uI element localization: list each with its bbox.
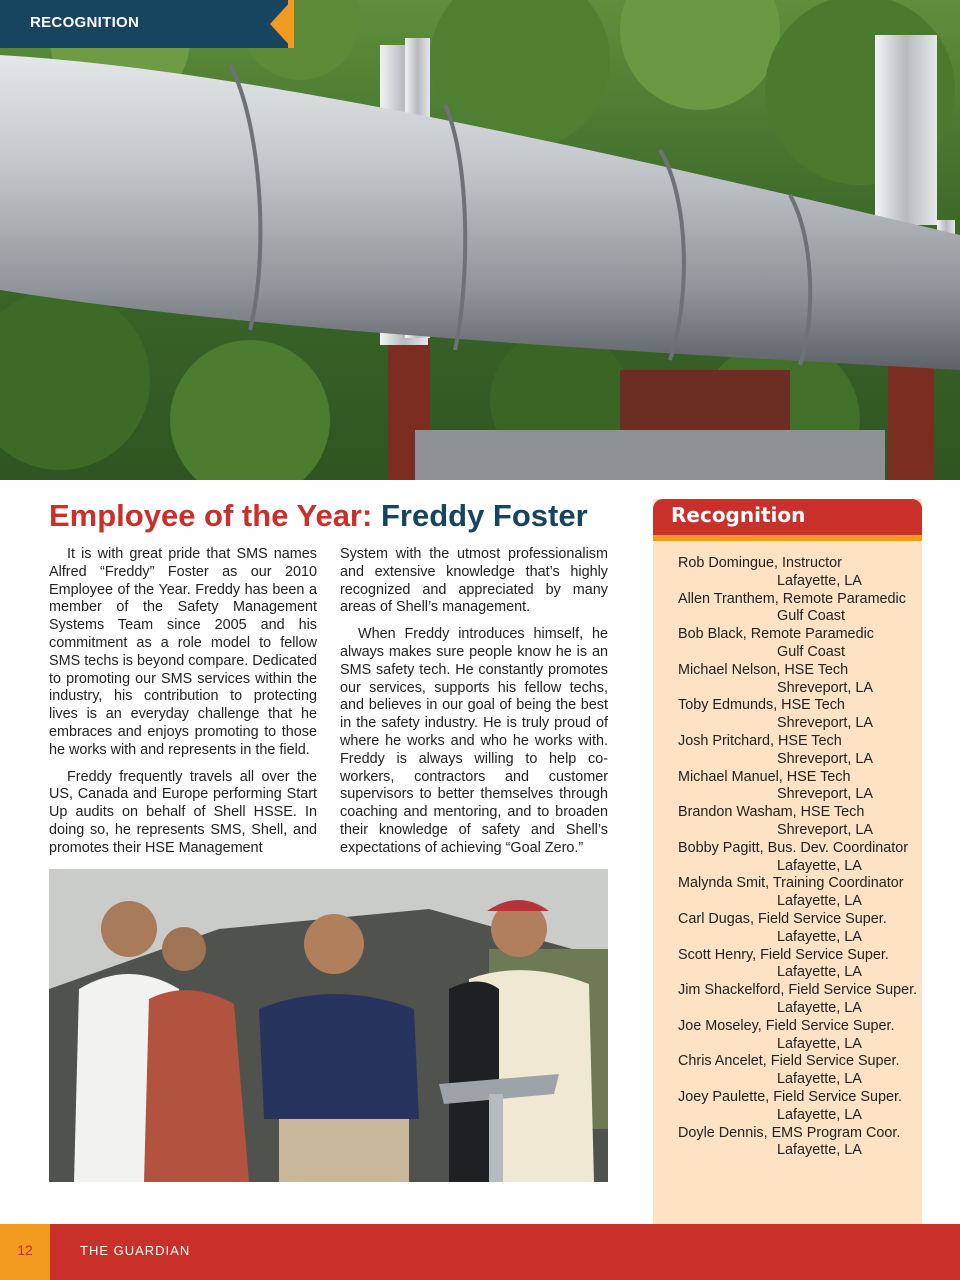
recognition-location: Shreveport, LA — [777, 786, 873, 803]
article-headline — [49, 497, 619, 535]
recognition-item — [678, 1018, 918, 1054]
sidebar-divider — [653, 535, 922, 541]
recognition-name: Rob Domingue, Instructor — [678, 555, 842, 571]
recognition-item — [678, 555, 918, 591]
recognition-item — [678, 804, 918, 840]
recognition-name: Doyle Dennis, EMS Program Coor. — [678, 1124, 901, 1141]
recognition-name: Michael Manuel, HSE Tech — [678, 768, 851, 785]
recognition-name: Chris Ancelet, Field Service Super. — [678, 1053, 900, 1070]
recognition-item — [678, 591, 918, 627]
recognition-name: Josh Pritchard, HSE Tech — [678, 732, 842, 749]
recognition-location: Shreveport, LA — [777, 715, 873, 732]
article-paragraph: System with the utmost professionalism and extensive knowledge that’s highly recognized and appreciated by many areas of Shell’s management. — [340, 546, 608, 616]
recognition-location: Lafayette, LA — [777, 572, 862, 589]
recognition-name: Toby Edmunds, HSE Tech — [678, 697, 845, 714]
recognition-item — [678, 982, 918, 1018]
recognition-name: Allen Tranthem, Remote Paramedic — [678, 590, 906, 607]
pipeline-illustration — [0, 0, 960, 480]
recognition-item — [678, 769, 918, 805]
recognition-location: Gulf Coast — [777, 608, 845, 625]
recognition-item — [678, 875, 918, 911]
article-paragraph: Freddy frequently travels all over the US, Canada and Europe performing Start Up audits on behalf of Shell HSSE. In doing so, he represents SMS, Shell, and promotes their HSE Management — [49, 768, 317, 856]
recognition-item — [678, 840, 918, 876]
recognition-name: Bobby Pagitt, Bus. Dev. Coordinator — [678, 839, 909, 856]
recognition-name: Carl Dugas, Field Service Super. — [678, 910, 887, 927]
recognition-name: Brandon Washam, HSE Tech — [678, 804, 865, 821]
headline-lead: Employee of the Year: — [49, 498, 373, 533]
recognition-item — [678, 911, 918, 947]
recognition-location: Shreveport, LA — [777, 821, 873, 838]
award-ceremony-photo — [49, 869, 608, 1182]
recognition-location: Lafayette, LA — [777, 1035, 862, 1052]
recognition-name: Malynda Smit, Training Coordinator — [678, 875, 904, 892]
recognition-location: Shreveport, LA — [777, 679, 873, 696]
recognition-name: Michael Nelson, HSE Tech — [678, 661, 849, 678]
section-label: RECOGNITION — [30, 14, 140, 31]
recognition-name: Scott Henry, Field Service Super. — [678, 946, 889, 963]
pipeline-photo — [0, 0, 960, 480]
section-tab — [0, 0, 290, 48]
recognition-list — [678, 555, 918, 1160]
recognition-item — [678, 626, 918, 662]
section-tab-stripe — [288, 0, 294, 48]
recognition-location: Lafayette, LA — [777, 1071, 862, 1088]
recognition-name: Jim Shackelford, Field Service Super. — [678, 982, 918, 999]
article-paragraph: When Freddy introduces himself, he always makes sure people know he is an SMS safety tech. He constantly promotes our services, supports his fellow techs, and believes in our goal of being the best in the safety industry. He is truly proud of where he works and who he works with. Freddy is always willing to help co-workers, contractors and customer supervisors to better themselves through coaching and mentoring, and to broaden their knowledge of safety and Shell’s expectations of achieving “Goal Zero.” — [340, 626, 608, 856]
recognition-item — [678, 1089, 918, 1125]
publication-name: THE GUARDIAN — [80, 1243, 191, 1258]
recognition-location: Lafayette, LA — [777, 1106, 862, 1123]
recognition-location: Lafayette, LA — [777, 928, 862, 945]
recognition-location: Lafayette, LA — [777, 857, 862, 874]
recognition-location: Lafayette, LA — [777, 964, 862, 981]
sidebar-header — [653, 499, 922, 535]
recognition-location: Lafayette, LA — [777, 1142, 862, 1159]
sidebar-title: Recognition — [671, 503, 806, 527]
recognition-name: Joe Moseley, Field Service Super. — [678, 1017, 895, 1034]
recognition-name: Bob Black, Remote Paramedic — [678, 626, 874, 643]
recognition-item — [678, 697, 918, 733]
recognition-item — [678, 947, 918, 983]
recognition-item — [678, 1125, 918, 1161]
page-number: 12 — [17, 1242, 33, 1258]
recognition-location: Shreveport, LA — [777, 750, 873, 767]
page-number-box — [0, 1224, 50, 1280]
recognition-name: Joey Paulette, Field Service Super. — [678, 1088, 902, 1105]
recognition-sidebar — [653, 499, 922, 1226]
recognition-item — [678, 733, 918, 769]
award-ceremony-illustration — [49, 869, 608, 1182]
headline-name: Freddy Foster — [380, 498, 588, 533]
page-footer — [0, 1224, 960, 1280]
article-column-2 — [340, 546, 608, 867]
recognition-item — [678, 1053, 918, 1089]
recognition-location: Gulf Coast — [777, 643, 845, 660]
article-paragraph: It is with great pride that SMS names Alfred “Freddy” Foster as our 2010 Employee of the Year. Freddy has been a member of the Safety Management Systems Team since 2005 and his commitment as a role model to fellow SMS techs is beyond compare. Dedicated to promoting our SMS services within the industry, his contribution to protecting lives is an everyday challenge that he embraces and enjoys promoting to those he works with and represents in the field. — [49, 546, 317, 758]
recognition-location: Lafayette, LA — [777, 999, 862, 1016]
recognition-location: Lafayette, LA — [777, 893, 862, 910]
recognition-item — [678, 662, 918, 698]
article-column-1 — [49, 546, 317, 867]
